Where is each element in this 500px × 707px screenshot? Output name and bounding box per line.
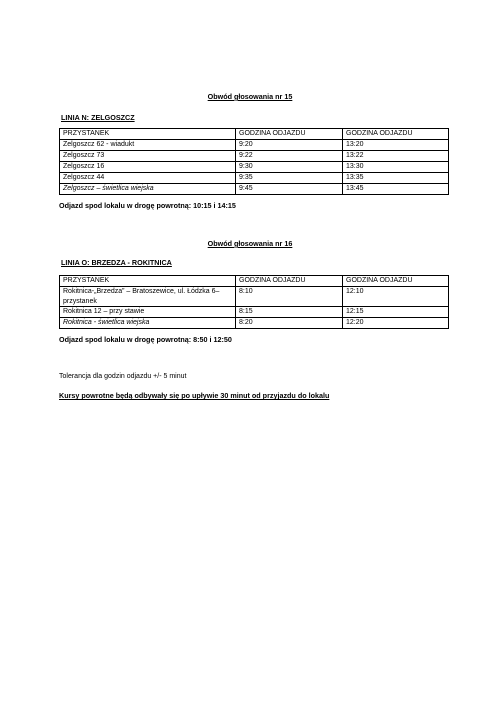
departure-time-1: 9:30	[236, 162, 343, 173]
departure-time-1: 9:22	[236, 151, 343, 162]
table-header-row	[60, 129, 449, 140]
section-2-title: Obwód głosowania nr 16	[207, 239, 293, 248]
stop-name: Rokitnica-„Brzedza” – Bratoszewice, ul. Łódzka 6– przystanek	[60, 287, 236, 307]
header-departure-2: GODZINA ODJAZDU	[343, 129, 449, 140]
section-1-line-label: LINIA N: ZELGOSZCZ	[61, 113, 135, 122]
departure-time-1: 9:20	[236, 140, 343, 151]
header-departure-1: GODZINA ODJAZDU	[236, 276, 343, 287]
departure-time-2: 13:30	[343, 162, 449, 173]
departure-time-2: 13:35	[343, 173, 449, 184]
header-stop: PRZYSTANEK	[60, 276, 236, 287]
table-row	[60, 184, 449, 195]
departure-time-1: 9:35	[236, 173, 343, 184]
departure-time-1: 8:20	[236, 318, 343, 329]
stop-name: Rokitnica - świetlica wiejska	[60, 318, 236, 329]
departure-time-2: 12:10	[343, 287, 449, 307]
table-row	[60, 173, 449, 184]
section-1-return-departure: Odjazd spod lokalu w drogę powrotną: 10:15 i 14:15	[59, 201, 236, 210]
table-row	[60, 151, 449, 162]
table-header-row	[60, 276, 449, 287]
stop-name: Zelgoszcz 62 - wiadukt	[60, 140, 236, 151]
stop-name: Zelgoszcz 44	[60, 173, 236, 184]
section-2-return-departure: Odjazd spod lokalu w drogę powrotną: 8:50 i 12:50	[59, 335, 232, 344]
return-courses-note: Kursy powrotne będą odbywały się po upływie 30 minut od przyjazdu do lokalu	[59, 391, 330, 400]
table-row	[60, 162, 449, 173]
departure-time-2: 13:45	[343, 184, 449, 195]
section-2-schedule-table	[59, 275, 449, 329]
departure-time-1: 9:45	[236, 184, 343, 195]
tolerance-note: Tolerancja dla godzin odjazdu +/- 5 minut	[59, 373, 187, 380]
table-row	[60, 307, 449, 318]
table-row	[60, 287, 449, 307]
stop-name: Zelgoszcz – świetlica wiejska	[60, 184, 236, 195]
header-departure-2: GODZINA ODJAZDU	[343, 276, 449, 287]
departure-time-1: 8:10	[236, 287, 343, 307]
header-departure-1: GODZINA ODJAZDU	[236, 129, 343, 140]
section-1-schedule-table	[59, 128, 449, 195]
departure-time-2: 13:20	[343, 140, 449, 151]
departure-time-2: 12:15	[343, 307, 449, 318]
section-1-title: Obwód głosowania nr 15	[207, 92, 293, 101]
stop-name: Zelgoszcz 73	[60, 151, 236, 162]
table-row	[60, 140, 449, 151]
stop-name: Rokitnica 12 – przy stawie	[60, 307, 236, 318]
departure-time-1: 8:15	[236, 307, 343, 318]
departure-time-2: 12:20	[343, 318, 449, 329]
departure-time-2: 13:22	[343, 151, 449, 162]
stop-name: Zelgoszcz 16	[60, 162, 236, 173]
section-2-line-label: LINIA O: BRZEDZA - ROKITNICA	[61, 258, 172, 267]
table-row	[60, 318, 449, 329]
header-stop: PRZYSTANEK	[60, 129, 236, 140]
